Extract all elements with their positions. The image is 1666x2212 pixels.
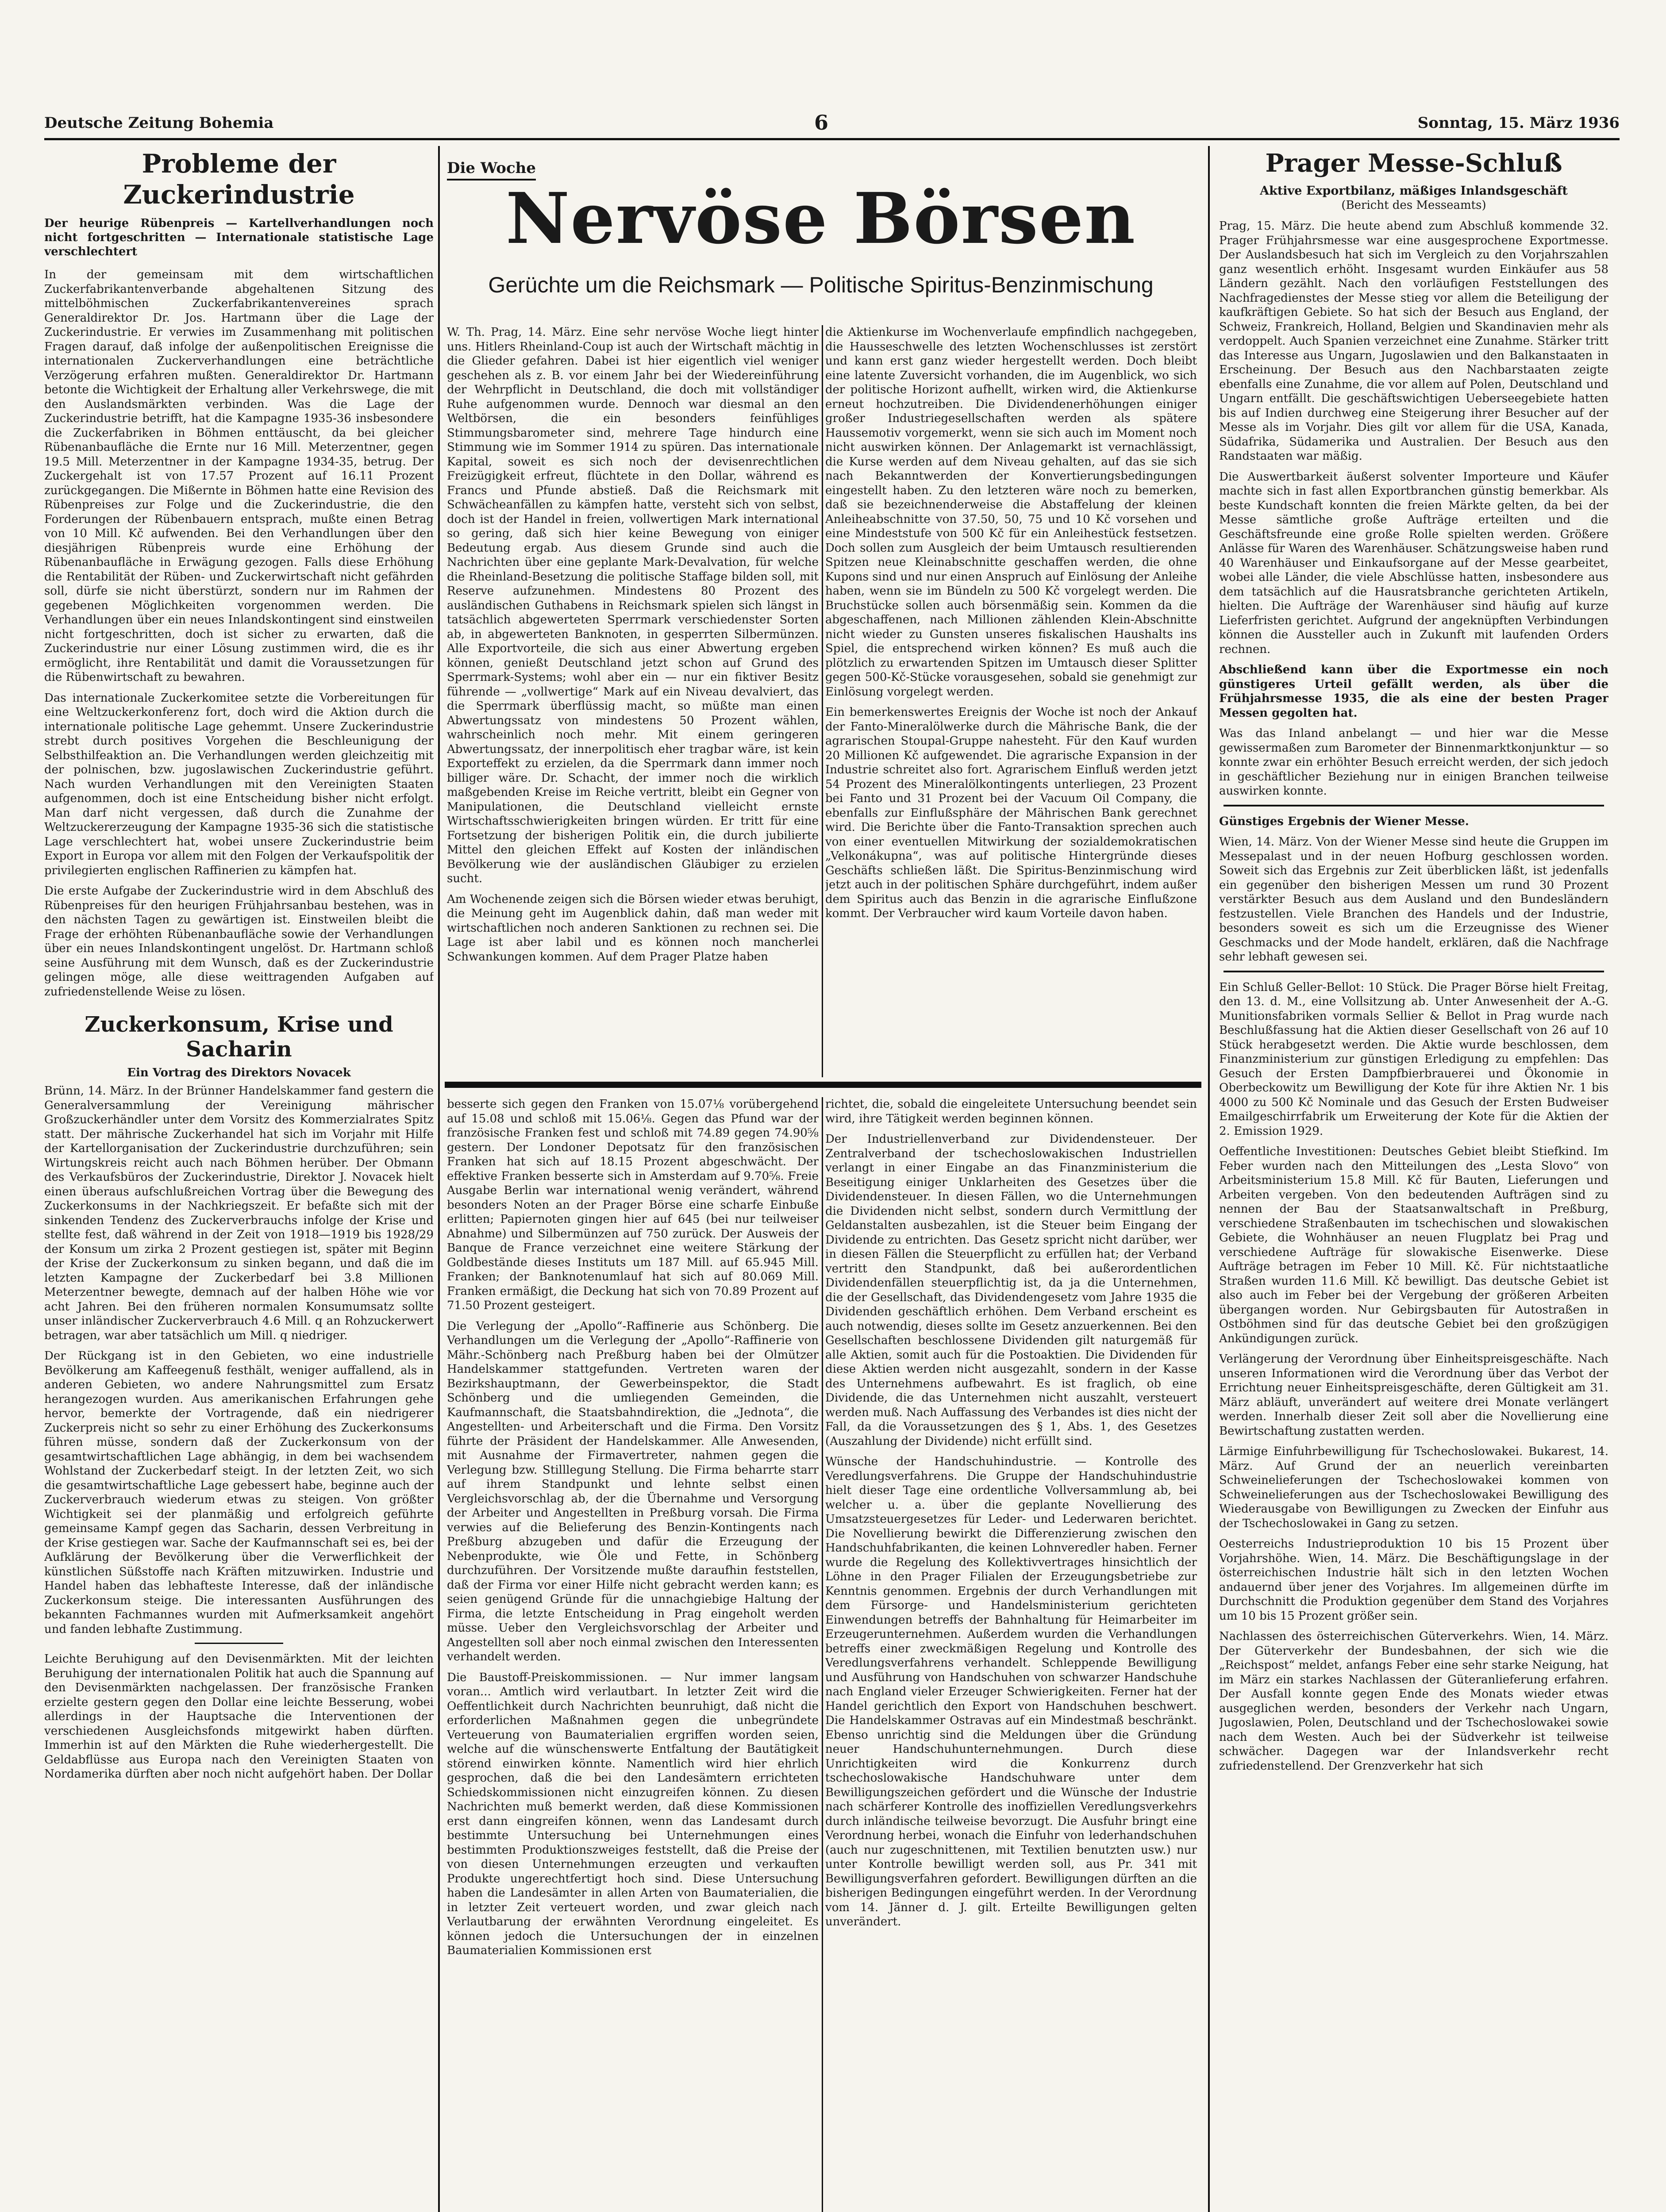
- article-paragraph: Die erste Aufgabe der Zuckerindustrie wird in dem Abschluß des Rübenpreises für den heurigen Frühjahrsanbau bestehen, was in den nächsten Tagen zu gewärtigen ist. Einstweilen bleibt die Frage der erhöhten Rübenanbaufläche sowie der Verhandlungen über ein neues Inlandskontingent ungelöst. Dr. Hartmann schloß seine Ausführung mit dem Wunsch, daß es der Zuckerindustrie gelingen möge, alle diese weittragenden Aufgaben auf zufriedenstellende Weise zu lösen.: [44, 884, 434, 998]
- article-paragraph: besserte sich gegen den Franken von 15.07⅛ vorübergehend auf 15.08 und schloß mit 15.06⅛. Gegen das Pfund war der französische Franken fest und schloß mit 74.89 gegen 74.90⅝ gestern. Der Londoner Depotsatz für den französischen Franken hat sich auf 18.15 Prozent abgeschwächt. Der effektive Franken besserte sich in Amsterdam auf 9.70⅝. Freie Ausgabe Berlin war international wenig verändert, während besonders Noten an der Prager Börse eine scharfe Einbuße erlitten; Papiernoten gingen hier auf 645 (bei nur teilweiser Abnahme) und Silbermünzen auf 750 zurück. Der Ausweis der Banque de France verzeichnet eine weitere Stärkung der Goldbestände dieses Instituts um 187 Mill. auf 65.945 Mill. Franken; der Banknotenumlauf hat sich auf 80.069 Mill. Franken ermäßigt, die Deckung hat sich von 70.89 Prozent auf 71.50 Prozent gesteigert.: [447, 1098, 819, 1312]
- paper-name: Deutsche Zeitung Bohemia: [44, 114, 274, 132]
- header-rule: [44, 138, 1620, 140]
- article-paragraph: Der Industriellenverband zur Dividendensteuer. Der Zentralverband der tschechoslowakischen Industriellen verlangt in einer Eingabe an das Finanzministerium die Beseitigung einiger Unklarheiten des Gesetzes über die Dividendensteuer. In diesen Fällen, wo die Unternehmungen die Dividenden nicht selbst, sondern durch Vermittlung der Geldanstalten ausbezahlen, ist die Steuer beim Eingang der Dividende zu entrichten. Das Gesetz spricht nicht darüber, wer in diesen Fällen die Steuerpflicht zu erfüllen hat; der Verband vertritt den Standpunkt, daß bei außerordentlichen Dividendenfällen steuerpflichtig ist, da ja die Unternehmen, die der Gesellschaft, das Dividendengesetz vom Jahre 1935 die Dividenden geschäftlich erhöhen. Dem Verband erscheint es auch notwendig, dieses sollte im Gesetz anzuerkennen. Bei den Gesellschaften beschlossene Dividenden gilt naturgemäß für alle Aktien, somit auch für die Postoaktien. Die Dividenden für diese Aktien werden nicht ausgezahlt, sondern in der Kasse des Unternehmens aufbewahrt. Es ist fraglich, ob eine Dividende, die das Unternehmen nicht auszahlt, versteuert werden muß. Nach Auffassung des Verbandes ist dies nicht der Fall, da die Voraussetzungen des § 1, Abs. 1, des Gesetzes (Auszahlung der Dividende) nicht erfüllt sind.: [825, 1133, 1197, 1448]
- separator-rule: [1224, 805, 1604, 806]
- article-paragraph: Am Wochenende zeigen sich die Börsen wieder etwas beruhigt, die Meinung geht im Augenblick dahin, daß man weder mit wirtschaftlichen noch anderen Sanktionen zu rechnen sei. Die Lage ist aber labil und es können noch mancherlei Schwankungen kommen. Auf dem Prager Platze haben: [447, 892, 819, 964]
- news-item: Oeffentliche Investitionen: Deutsches Gebiet bleibt Stiefkind. Im Feber wurden nach den Mitteilungen des „Lesta Slovo“ von Arbeitsministerium 15.8 Mill. Kč für Bauten, Lieferungen und Arbeiten vergeben. Von den bedeutenden Aufträgen sind zu nennen der Bau der Staatsanwaltschaft in Preßburg, verschiedene Straßenbauten im tschechischen und slowakischen Gebiete, die Wohnhäuser an neuen Flugplatz bei Prag und verschiedene Aufträge für slowakische Eisenwerke. Diese Aufträge betragen im Feber 10 Mill. Kč. Für nichtstaatliche Straßen wurden 11.6 Mill. Kč bewilligt. Das deutsche Gebiet ist also auch im Feber bei der Vergebung der größeren Arbeiten übergangen worden. Nur Gebirgsbauten für Autostraßen in Ostböhmen sind für das deutsche Gebiet bei den großzügigen Ankündigungen zurück.: [1219, 1145, 1608, 1345]
- article-paragraph: die Aktienkurse im Wochenverlaufe empfindlich nachgegeben, die Hausseschwelle des letzten Wochenschlusses ist zerstört und kann erst ganz wieder hergestellt werden. Doch bleibt eine latente Zuversicht vorhanden, die im Augenblick, wo sich der politische Horizont aufhellt, wirken wird, die Aktienkurse erneut hochzutreiben. Die Dividendenerhöhungen einiger großer Industriegesellschaften werden als spätere Haussemotiv vorgemerkt, wenn sie sich auch im Moment noch nicht auswirken können. Der Anlagemarkt ist vernachlässigt, die Kurse werden auf dem Niveau gehalten, auf das sie sich nach Bekanntwerden der Konvertierungsbedingungen eingestellt haben. Zu den letzteren wäre noch zu bemerken, daß sie bezeichnenderweise die Abstaffelung der kleinen Anleiheabschnitte von 37.50, 50, 75 und 10 Kč vorsehen und eine Mindeststufe von 500 Kč für ein Anleihestück festsetzen. Doch sollen zum Ausgleich der beim Umtausch resultierenden Spitzen neue Kleinabschnitte geschaffen werden, die ohne Kupons sind und nur einen Anspruch auf Einlösung der Anleihe haben, wenn sie im Bündeln zu 500 Kč vorgelegt werden. Die Bruchstücke sollen auch börsenmäßig sein. Kommen da die abgeschaffenen, nach Millionen zählenden Klein-Abschnitte nicht wieder zu Gunsten unseres fiskalischen Haushalts ins Spiel, die entsprechend wirken können? Es muß auch die plötzlich zu erwartenden Spitzen im Umtausch dieser Splitter gegen 500-Kč-Stücke vorausgesehen, sobald sie genehmigt zur Einlösung vorgelegt werden.: [825, 326, 1197, 699]
- article-paragraph: Wünsche der Handschuhindustrie. — Kontrolle des Veredlungsverfahrens. Die Gruppe der Handschuhindustrie hielt dieser Tage eine ordentliche Vollversammlung ab, bei welcher u. a. über die geplante Novellierung des Umsatzsteuergesetzes für Leder- und Lederwaren berichtet. Die Novellierung bewirkt die Differenzierung zwischen den Handschuhfabrikanten, die keinen Lohnveredler haben. Ferner wurde die Regelung des Kollektivvertrages hinsichtlich der Löhne in den Prager Filialen der Erzeugungsbetriebe zur Kenntnis genommen. Ergebnis der durch Verhandlungen mit dem Fürsorge- und Handelsministerium gerichteten Einwendungen betreffs der Bahnhaltung für Heimarbeiter im Erzeugerunternehmen. Außerdem wurden die Verhandlungen betreffs einer zweckmäßigen Regelung und Kontrolle des Veredlungsverfahrens verhandelt. Schleppende Bewilligung und Ausführung von Handschuhen von schwarzer Handschuhe nach England vieler Erzeuger Schwierigkeiten. Ferner hat der Handel gerichtlich den Export von Handschuhen beschwert. Die Handelskammer Ostravas auf ein Mindestmaß beschränkt. Ebenso unrichtig sind die Meldungen über die Gründung neuer Handschuhunternehmungen. Durch diese Unrichtigkeiten wird die Konkurrenz durch tschechoslowakische Handschuhware unter dem Bewilligungszeichen gefördert und die Wünsche der Industrie nach schärferer Kontrolle des inoffiziellen Veredlungsverkehrs durch inländische teilweise bevorzugt. Die Ausfuhr bringt eine Verordnung herbei, wonach die Einfuhr von lederhandschuhen (auch nur zugeschnittenen, mit Textilien benutzten usw.) nur unter Kontrolle bewilligt werden soll, aus Pr. 341 mit Bewilligungsverfahren gefordert. Bewilligungen dürften an die bisherigen Bedingungen eingeführt werden. In der Verordnung vom 14. Jänner d. J. gilt. Erteilte Bewilligungen gelten unverändert.: [825, 1455, 1197, 1928]
- news-item-title: Günstiges Ergebnis der Wiener Messe.: [1219, 814, 1469, 828]
- news-item: Oesterreichs Industrieproduktion 10 bis 15 Prozent über Vorjahrshöhe. Wien, 14. März. Die Beschäftigungslage in der österreichischen Industrie hält sich in den letzten Wochen andauernd über jener des Vorjahres. Im allgemeinen dürfte im Durchschnitt die Produktion gegenüber dem Stand des Vorjahres um 10 bis 15 Prozent größer sein.: [1219, 1537, 1608, 1623]
- news-item: Verlängerung der Verordnung über Einheitspreisgeschäfte. Nach unseren Informationen wird die Verordnung über das Verbot der Errichtung neuer Einheitspreisgeschäfte, deren Gültigkeit am 31. März abläuft, unverändert auf weitere drei Monate verlängert werden. Innerhalb dieser Zeit soll aber die Novellierung eine Bewirtschaftung zustatten werden.: [1219, 1352, 1608, 1438]
- news-item: Nachlassen des österreichischen Güterverkehrs. Wien, 14. März. Der Güterverkehr der Bundesbahnen, der sich wie die „Reichspost“ meldet, anfangs Feber eine sehr starke Neigung, hat im März ein starkes Nachlassen der Güteranlieferung erfahren. Der Ausfall konnte gegen Ende des Monats wieder etwas ausgeglichen werden, besonders der Verkehr nach Ungarn, Jugoslawien, Polen, Deutschland und der Tschechoslowakei sowie nach dem Westen. Auch bei der Südverkehr ist teilweise schwächer. Dagegen war der Inlandsverkehr recht zufriedenstellend. Der Grenzverkehr hat sich: [1219, 1630, 1608, 1773]
- article-subtitle: Aktive Exportbilanz, mäßiges Inlandsgeschäft: [1260, 184, 1568, 198]
- article-paragraph: Leichte Beruhigung auf den Devisenmärkten. Mit der leichten Beruhigung der internationalen Politik hat auch die Spannung auf den Devisenmärkten nachgelassen. Der französische Franken erzielte gestern gegen den Dollar eine leichte Besserung, wobei allerdings in der Hauptsache die Interventionen der verschiedenen Ausgleichsfonds mitgewirkt haben dürften. Immerhin ist auf den Märkten die Ruhe wiederhergestellt. Die Geldabflüsse aus Europa nach den Vereinigten Staaten von Nordamerika dürften aber noch nicht aufgehört haben. Der Dollar: [44, 1652, 434, 1781]
- separator-rule: [195, 1643, 283, 1644]
- center-column-divider-bottom: [822, 1097, 823, 2212]
- center-section-rule: [445, 1082, 1201, 1088]
- article-paragraph: W. Th. Prag, 14. März. Eine sehr nervöse Woche liegt hinter uns. Hitlers Rheinland-Coup ist auch der Wirtschaft mächtig in die Glieder gefahren. Dabei ist hier eigentlich viel weniger geschehen als z. B. vor einem Jahr bei der Wiedereinführung der Wehrpflicht in Deutschland, die doch mit vollständiger Ruhe aufgenommen wurde. Dennoch war diesmal an den Weltbörsen, die ein besonders feinfühliges Stimmungsbarometer sind, mehrere Tage hindurch eine Stimmung wie im Sommer 1914 zu spüren. Das internationale Kapital, soweit es sich noch der devisenrechtlichen Freizügigkeit erfreut, flüchtete in den Dollar, während es Francs und Pfunde abstieß. Daß die Reichsmark mit Schwächeanfällen zu kämpfen hatte, versteht sich von selbst, doch ist der Handel in freien, vollwertigen Mark international so gering, daß sich hier keine Bewegung von einiger Bedeutung ergab. Aus diesem Grunde sind auch die Nachrichten über eine geplante Mark-Devalvation, für welche die Rheinland-Besetzung die politische Staffage bilden soll, mit Reserve aufzunehmen. Mindestens 80 Prozent des ausländischen Guthabens in Reichsmark spielen sich längst in tatsächlich abgewerteten Sperrmark verschiedenster Sorten ab, in abgewerteten Banknoten, in gesperrten Silbermünzen. Alle Exportvorteile, die sich aus einer Abwertung ergeben können, genießt Deutschland jetzt schon auf Grund des Sperrmark-Systems; wohl aber ein — nur ein fiktiver Besitz führende — „vollwertige“ Mark auf ein Niveau devalviert, das die Sperrmark überflüssig macht, so müßte man einen Abwertungssatz von mindestens 50 Prozent wählen, wahrscheinlich noch mehr. Mit einem geringeren Abwertungssatz, der innerpolitisch eher tragbar wäre, ist kein Exporteffekt zu erzielen, da die Sperrmark dann immer noch billiger wäre. Dr. Schacht, der immer noch die wirklich maßgebenden Kreise im Reiche vertritt, bleibt ein Gegner von Manipulationen, die Deutschland vielleicht ernste Wirtschaftsschwierigkeiten bringen würden. Er tritt für eine Fortsetzung der bisherigen Politik ein, die durch jubilierte Mittel den gleichen Effekt auf Kosten der inländischen Bevölkerung wie der ausländischen Gläubiger zu erzielen sucht.: [447, 326, 819, 885]
- left-column-article: [44, 148, 434, 2212]
- center-column-d: [825, 1097, 1197, 2212]
- main-subheadline: Gerüchte um die Reichsmark — Politische Spiritus-Benzinmischung: [488, 273, 1154, 297]
- article-paragraph: Der Rückgang ist in den Gebieten, wo eine industrielle Bevölkerung am Kaffeegenuß festhält, weniger auffallend, als in anderen Gebieten, wo andere Nahrungsmittel zum Ersatz herangezogen wurden. Aus amerikanischen Erfahrungen gehe hervor, bemerkte der Vortragende, daß ein niedrigerer Zuckerpreis nicht so sehr zu einer Erhöhung des Zuckerkonsums führen müsse, sondern daß der Zuckerkonsum von der gesamtwirtschaftlichen Lage abhängig, in dem bei wachsendem Wohlstand der Zuckerbedarf steigt. In der letzten Zeit, wo sich die gesamtwirtschaftliche Lage gebessert habe, beginne auch der Zuckerverbrauch wiederum etwas zu steigen. Von größter Wichtigkeit sei der planmäßig und erfolgreich geführte gemeinsame Kampf gegen das Sacharin, dessen Verbreitung in der Krise gestiegen war. Sache der Kaufmannschaft sei es, bei der Aufklärung der Bevölkerung über die Verwerflichkeit der künstlichen Süßstoffe nach Kräften mitzuwirken. Industrie und Handel haben das lebhafteste Interesse, daß der inländische Zuckerkonsum steige. Die interessanten Ausführungen des bekannten Fachmannes wurden mit Aufmerksamkeit angehört und fanden lebhafte Zustimmung.: [44, 1349, 434, 1636]
- issue-date: Sonntag, 15. März 1936: [1417, 114, 1620, 132]
- news-item: Ein Schluß Geller-Bellot: 10 Stück. Die Prager Börse hielt Freitag, den 13. d. M., eine Vollsitzung ab. Unter Anwesenheit der A.-G. Munitionsfabriken vormals Sellier & Bellot in Prag wurde nach Beschlußfassung hat die Aktien dieser Gesellschaft von 26 auf 10 Stück herabgesetzt werden. Die Aktie wurde beschlossen, dem Finanzministerium zur günstigen Erledigung zu empfehlen: Das Gesuch der Ersten Dampfbierbrauerei und Ökonomie in Oberbeckowitz um Bewilligung der Kote für ihre Aktien Nr. 1 bis 4000 zu 500 Kč Nominale und das Gesuch der Ersten Budweiser Emailgeschirrfabrik um Erweiterung der Kote für die Aktien der 2. Emission 1929.: [1219, 980, 1608, 1138]
- news-item-text: Wien, 14. März. Von der Wiener Messe sind heute die Gruppen im Messepalast und in der neuen Hofburg geschlossen worden. Soweit sich das Ergebnis zur Zeit überblicken läßt, ist jedenfalls ein gegenüber den bisherigen Messen um rund 30 Prozent verstärkter Besuch aus dem Ausland und den Bundesländern festzustellen. Viele Branchen des Handels und der Industrie, besonders soweit es sich um die Erzeugnisse des Wiener Geschmacks und der Mode handelt, erklären, daß die Nachfrage sehr lebhaft gewesen sei.: [1219, 835, 1608, 964]
- main-headline: Nervöse Börsen: [505, 178, 1136, 260]
- article-bold-note: Abschließend kann über die Exportmesse ein noch günstigeres Urteil gefällt werden, als über die Frühjahrsmesse 1935, die als eine der besten Prager Messen gegolten hat.: [1219, 663, 1608, 720]
- article-title: Probleme der Zuckerindustrie: [123, 149, 355, 210]
- article-paragraph: Prag, 15. März. Die heute abend zum Abschluß kommende 32. Prager Frühjahrsmesse war eine ausgesprochene Exportmesse. Der Auslandsbesuch hat sich im Vergleich zu den Vorjahrszahlen ganz wesentlich erhöht. Insgesamt wurden Einkäufer aus 58 Ländern gezählt. Nach den vorläufigen Feststellungen des Nachfragedienstes der Messe stieg vor allem die Beteiligung der kaufkräftigen Gebiete. So hat sich der Besuch aus England, der Schweiz, Frankreich, Holland, Belgien und Skandinavien mehr als verdoppelt. Auch Spanien verzeichnet eine Zunahme. Stärker tritt das Interesse aus Ungarn, Jugoslawien und den Balkanstaaten in Erscheinung. Der Besuch aus den Nachbarstaaten zeigte ebenfalls eine Zunahme, die vor allem auf Polen, Deutschland und Ungarn entfällt. Die geschäftswichtigen Ueberseegebiete hatten bis auf Indien durchweg eine Steigerung ihrer Besucher auf der Messe als im Vorjahr. Dies gilt vor allem für die USA, Kanada, Südafrika, Südamerika und Australien. Der Besuch aus den Randstaaten war mäßig.: [1219, 219, 1608, 463]
- article-paragraph: Was das Inland anbelangt — und hier war die Messe gewissermaßen zum Barometer der Binnenmarktkonjunktur — so konnte zwar ein erhöhter Besuch erreicht werden, der sich jedoch in geschäftlicher Beziehung nur in einigen Branchen teilweise auswirken konnte.: [1219, 727, 1608, 798]
- article-title: Prager Messe-Schluß: [1265, 149, 1562, 178]
- center-column-divider-top: [822, 325, 823, 1077]
- page-header: [44, 106, 1620, 137]
- article-paragraph: Die Baustoff-Preiskommissionen. — Nur immer langsam voran... Amtlich wird verlautbart. In letzter Zeit wird die Oeffentlichkeit durch Nachrichten beunruhigt, daß nicht die erforderlichen Maßnahmen gegen die unbegründete Verteuerung von Baumaterialien ergriffen worden seien, welche auf die wünschenswerte Entfaltung der Bautätigkeit störend einwirken könnte. Namentlich wird hier ehrlich gesprochen, daß die bei den Landesämtern errichteten Schiedskommissionen nicht einzugreifen können. Zu diesen Nachrichten muß bemerkt werden, daß diese Kommissionen erst dann eingreifen können, wenn das Landesamt durch bestimmte Untersuchung bei Unternehmungen eines bestimmten Produktionszweiges feststellt, daß die Preise der von diesen Unternehmungen erzeugten und verkauften Produkte ungerechtfertigt hoch sind. Diese Untersuchung haben die Landesämter in allen Arten von Baumaterialien, die in letzter Zeit verteuert worden, und zwar gleich nach Verlautbarung der erwähnten Verordnung eingeleitet. Es können jedoch die Untersuchungen der in einzelnen Baumaterialien Kommissionen erst: [447, 1671, 819, 1957]
- section-byline: Ein Vortrag des Direktors Novacek: [127, 1066, 351, 1079]
- article-source-note: (Bericht des Messeamts): [1341, 199, 1486, 212]
- article-paragraph: In der gemeinsam mit dem wirtschaftlichen Zuckerfabrikantenverbande abgehaltenen Sitzung des mittelböhmischen Zuckerfabrikantenvereines sprach Generaldirektor Dr. Jos. Hartmann über die Lage der Zuckerindustrie. Er verwies im Zusammenhang mit politischen Fragen darauf, daß infolge der außenpolitischen Ereignisse die internationalen Zuckerverhandlungen eine beträchtliche Verzögerung erfahren mußten. Generaldirektor Dr. Hartmann betonte die Wichtigkeit der Erhaltung aller Verkehrswege, die mit den Auslandsmärkten verbinden. Was die Lage der Zuckerindustrie betrifft, hat die Kampagne 1935-36 insbesondere die Zuckerfabriken in Böhmen enttäuscht, da bei gleicher Rübenanbaufläche die Ernte nur 16 Mill. Meterzentner, gegen 19.5 Mill. Meterzentner in der Kampagne 1934-35, betrug. Der Zuckergehalt ist von 17.57 Prozent auf 16.11 Prozent zurückgegangen. Die Mißernte in Böhmen hatte eine Revision des Rübenpreises zur Folge und die Zuckerindustrie, die den Forderungen der Rübenbauern entsprach, mußte einen Betrag von 10 Mill. Kč aufwenden. Bei den Verhandlungen über den diesjährigen Rübenpreis wurde eine Erhöhung der Rübenanbaufläche in Erwägung gezogen. Falls diese Erhöhung die Rentabilität der Rüben- und Zuckerwirtschaft nicht gefährden soll, dürfe sie nicht überstürzt, sondern nur im Rahmen der gegebenen Möglichkeiten vorgenommen werden. Die Verhandlungen über ein neues Inlandskontingent sind einstweilen nicht fortgeschritten, doch ist sicher zu erwarten, daß die Zuckerindustrie nur einer Lösung zustimmen wird, die es ihr ermöglicht, ihre Rentabilität und damit die Voraussetzungen für die Rübenwirtschaft zu bewahren.: [44, 268, 434, 684]
- column-divider-left: [438, 146, 440, 2212]
- separator-rule: [1224, 971, 1604, 972]
- center-column-a: [447, 325, 819, 1077]
- article-paragraph: Das internationale Zuckerkomitee setzte die Vorbereitungen für eine Weltzuckerkonferenz fort, doch wird die Aktion durch die internationale politische Lage gehemmt. Unsere Zuckerindustrie strebt durch positives Vorgehen die Beschleunigung der Selbsthilfeaktion an. Die Verhandlungen werden gleichzeitig mit der polnischen, bzw. jugoslawischen Zuckerindustrie geführt. Nach wurden Verhandlungen mit den Vereinigten Staaten aufgenommen, doch ist eine Entscheidung bisher nicht erfolgt. Man darf nicht vergessen, daß durch die Zunahme der Weltzuckererzeugung der Kampagne 1935-36 sich die statistische Lage verschlechtert hat, wobei unsere Zuckerindustrie beim Export in Europa vor allem mit den Folgen der Verkaufspolitik der privilegierten englischen Raffinerien zu kämpfen hat.: [44, 691, 434, 877]
- column-divider-right: [1208, 146, 1210, 2212]
- section-title: Zuckerkonsum, Krise und Sacharin: [85, 1012, 393, 1062]
- article-paragraph: Brünn, 14. März. In der Brünner Handelskammer fand gestern die Generalversammlung der Vereinigung mährischer Großzuckerhändler unter dem Vorsitz des Kommerzialrates Spitz statt. Der mährische Zuckerhandel hat sich im Vorjahr mit Hilfe der Kartellorganisation der Zuckerindustrie durchzuführen; sein Wirtungskreis reicht auch nach Böhmen herüber. Der Obmann des Verkaufsbüros der Zuckerindustrie, Direktor J. Novacek hielt einen überaus aufschlußreichen Vortrag über die Bewegung des Zuckerkonsums in der Nachkriegszeit. Er befaßte sich mit der sinkenden Tendenz des Zuckerverbrauchs infolge der Krise und stellte fest, daß während in der Zeit von 1918—1919 bis 1928/29 der Konsum um zirka 2 Prozent gestiegen ist, später mit Beginn der Krise der Zuckerkonsum zu sinken begann, und daß die im letzten Kampagne der Zuckerbedarf bei 3.8 Millionen Meterzentner bewegte, demnach auf der halben Höhe wie vor acht Jahren. Bei den früheren normalen Konsumumsatz sollte unser inländischer Zuckerverbrauch 4.6 Mill. q an Rohzuckerwert betragen, war aber tatsächlich um Mill. q niedriger.: [44, 1084, 434, 1342]
- page-number: 6: [814, 111, 829, 134]
- section-label: Die Woche: [447, 159, 536, 180]
- right-column-article: [1219, 148, 1608, 2212]
- center-column-c: [447, 1097, 819, 2212]
- center-column-b: [825, 325, 1197, 1077]
- article-subtitle: Der heurige Rübenpreis — Kartellverhandlungen noch nicht fortgeschritten — Internationale statistische Lage verschlechtert: [44, 217, 434, 258]
- article-paragraph: Ein bemerkenswertes Ereignis der Woche ist noch der Ankauf der Fanto-Mineralölwerke durch die Mährische Bank, die der agrarischen Stoupal-Gruppe nahesteht. Für den Kauf wurden 20 Millionen Kč aufgewendet. Die agrarische Expansion in der Industrie schreitet also fort. Agrarischem Einfluß werden jetzt 54 Prozent des Mineralölkontingents unterliegen, 23 Prozent bei Fanto und 31 Prozent bei der Vacuum Oil Company, die ebenfalls zur Einflußsphäre der Mährischen Bank gerechnet wird. Die Berichte über die Fanto-Transaktion sprechen auch von einer eventuellen Mitwirkung der sozialdemokratischen „Velkonákupna“, was auf politische Hintergründe dieses Geschäfts schließen läßt. Die Spiritus-Benzinmischung wird jetzt auch in der politischen Sphäre durchgeführt, indem außer dem Spiritus auch das Benzin in die agrarische Einflußzone kommt. Der Verbraucher wird kaum Vorteile davon haben.: [825, 706, 1197, 920]
- article-paragraph: richtet, die, sobald die eingeleitete Untersuchung beendet sein wird, ihre Tätigkeit werden beginnen können.: [825, 1098, 1197, 1125]
- news-item: Lärmige Einfuhrbewilligung für Tschechoslowakei. Bukarest, 14. März. Auf Grund der an neuerlich vereinbarten Schweinelieferungen der Tschechoslowakei kommen von Schweinelieferungen aus der Tschechoslowakei Bewilligung des Wiederausgabe von Bewilligungen zu Zwecken der Einfuhr aus der Tschechoslowakei in Gang zu setzen.: [1219, 1445, 1608, 1530]
- article-paragraph: Die Verlegung der „Apollo“-Raffinerie aus Schönberg. Die Verhandlungen um die Verlegung der „Apollo“-Raffinerie von Mähr.-Schönberg nach Preßburg haben bei der Olmützer Handelskammer stattgefunden. Vertreten waren der Bezirkshauptmann, der Gewerbeinspektor, die Stadt Schönberg und die umliegenden Gemeinden, die Kaufmannschaft, die Staatsbahndirektion, die „Jednota“, die Angestellten- und Arbeiterschaft und die Firma. Den Vorsitz führte der Präsident der Handelskammer. Alle Anwesenden, mit Ausnahme der Firmavertreter, nahmen gegen die Verlegung bzw. Stilllegung Stellung. Die Firma beharrte starr auf ihrem Standpunkt und lehnte selbst einen Vergleichsvorschlag ab, der die Übernahme und Versorgung der Arbeiter und Angestellten in Preßburg vorsah. Die Firma verwies auf die Belieferung des Benzin-Kontingents nach Preßburg abzugeben und dafür die Erzeugung der Nebenprodukte, wie Öle und Fette, in Schönberg durchzuführen. Der Vorsitzende mußte daraufhin feststellen, daß der Firma vor einer Hilfe nicht gebracht werden kann; es seien genügend Gründe für die unnachgiebige Haltung der Firma, die letzte Entscheidung in Prag eingeholt werden müsse. Ueber den Vergleichsvorschlag der Arbeiter und Angestellten soll aber noch einmal zwischen den Interessenten verhandelt werden.: [447, 1319, 819, 1663]
- article-paragraph: Die Auswertbarkeit äußerst solventer Importeure und Käufer machte sich in fast allen Exportbranchen günstig bemerkbar. Als beste Kundschaft konnten die freien Märkte gelten, da bei der Messe sämtliche große Aufträge erteilten und die Geschäftsfreunde eine große Rolle spielten werden. Größere Anlässe für Waren des Warenhäuser. Schätzungsweise haben rund 40 Warenhäuser und Einkaufsorgane auf der Messe gearbeitet, wobei alle Länder, die viele Abschlüsse hatten, insbesondere aus dem tatsächlich auf die Hausratsbranche gerichteten Artikeln, hielten. Die Aufträge der Warenhäuser sind häufig auf kurze Lieferfristen gerichtet. Aufgrund der angeknüpften Verbindungen können die Aussteller auch in Zukunft mit laufenden Orders rechnen.: [1219, 470, 1608, 656]
